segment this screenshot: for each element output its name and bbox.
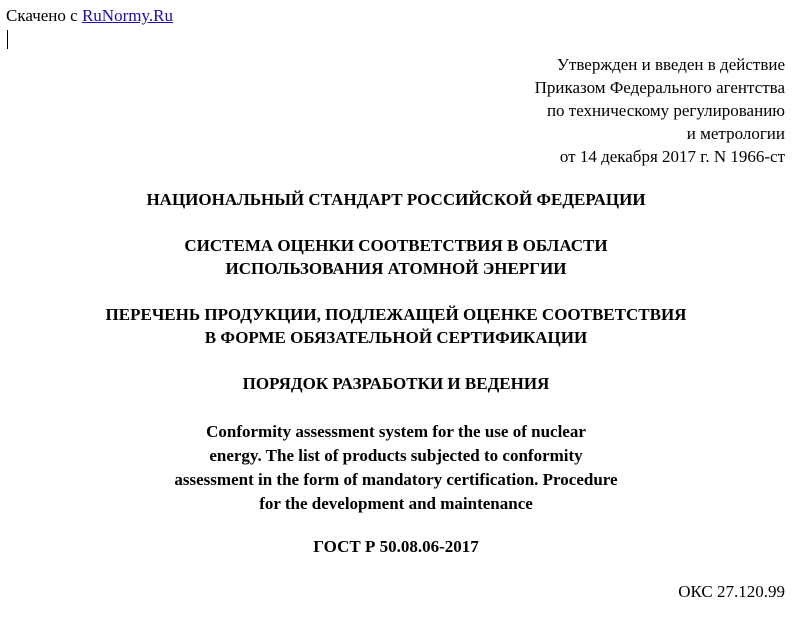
english-title-line: for the development and maintenance [259,494,533,513]
approval-line: от 14 декабря 2017 г. N 1966-ст [559,147,785,166]
system-title [0,234,792,280]
approval-line: по техническому регулированию [546,101,785,120]
gost-number [0,535,792,558]
national-standard-heading [0,188,792,211]
english-title-line: Conformity assessment system for the use of nuclear [206,422,586,441]
system-title-line: ИСПОЛЬЗОВАНИЯ АТОМНОЙ ЭНЕРГИИ [225,259,567,278]
approval-line: Утвержден и введен в действие [556,55,785,74]
procedure-title [0,372,792,395]
system-title-line: СИСТЕМА ОЦЕНКИ СООТВЕТСТВИЯ В ОБЛАСТИ [184,236,608,255]
english-title-line: assessment in the form of mandatory certification. Procedure [174,470,618,489]
list-title [0,303,792,349]
download-source-line [6,6,173,26]
procedure-title-line: ПОРЯДОК РАЗРАБОТКИ И ВЕДЕНИЯ [242,374,550,393]
list-title-line: В ФОРМЕ ОБЯЗАТЕЛЬНОЙ СЕРТИФИКАЦИИ [204,328,588,347]
text-cursor [7,30,8,49]
download-source-prefix: Скачено с [6,6,78,25]
approval-line: Приказом Федерального агентства [534,78,785,97]
list-title-line: ПЕРЕЧЕНЬ ПРОДУКЦИИ, ПОДЛЕЖАЩЕЙ ОЦЕНКЕ СООТВЕТСТВИЯ [105,305,687,324]
national-standard-line: НАЦИОНАЛЬНЫЙ СТАНДАРТ РОССИЙСКОЙ ФЕДЕРАЦИИ [146,190,646,209]
english-title [0,420,792,516]
download-source-link[interactable]: RuNormy.Ru [81,6,173,25]
approval-line: и метрологии [686,124,785,143]
gost-number-line: ГОСТ Р 50.08.06-2017 [313,537,479,556]
oks-code: ОКС 27.120.99 [678,582,785,601]
english-title-line: energy. The list of products subjected to conformity [209,446,583,465]
approval-block [535,53,785,168]
